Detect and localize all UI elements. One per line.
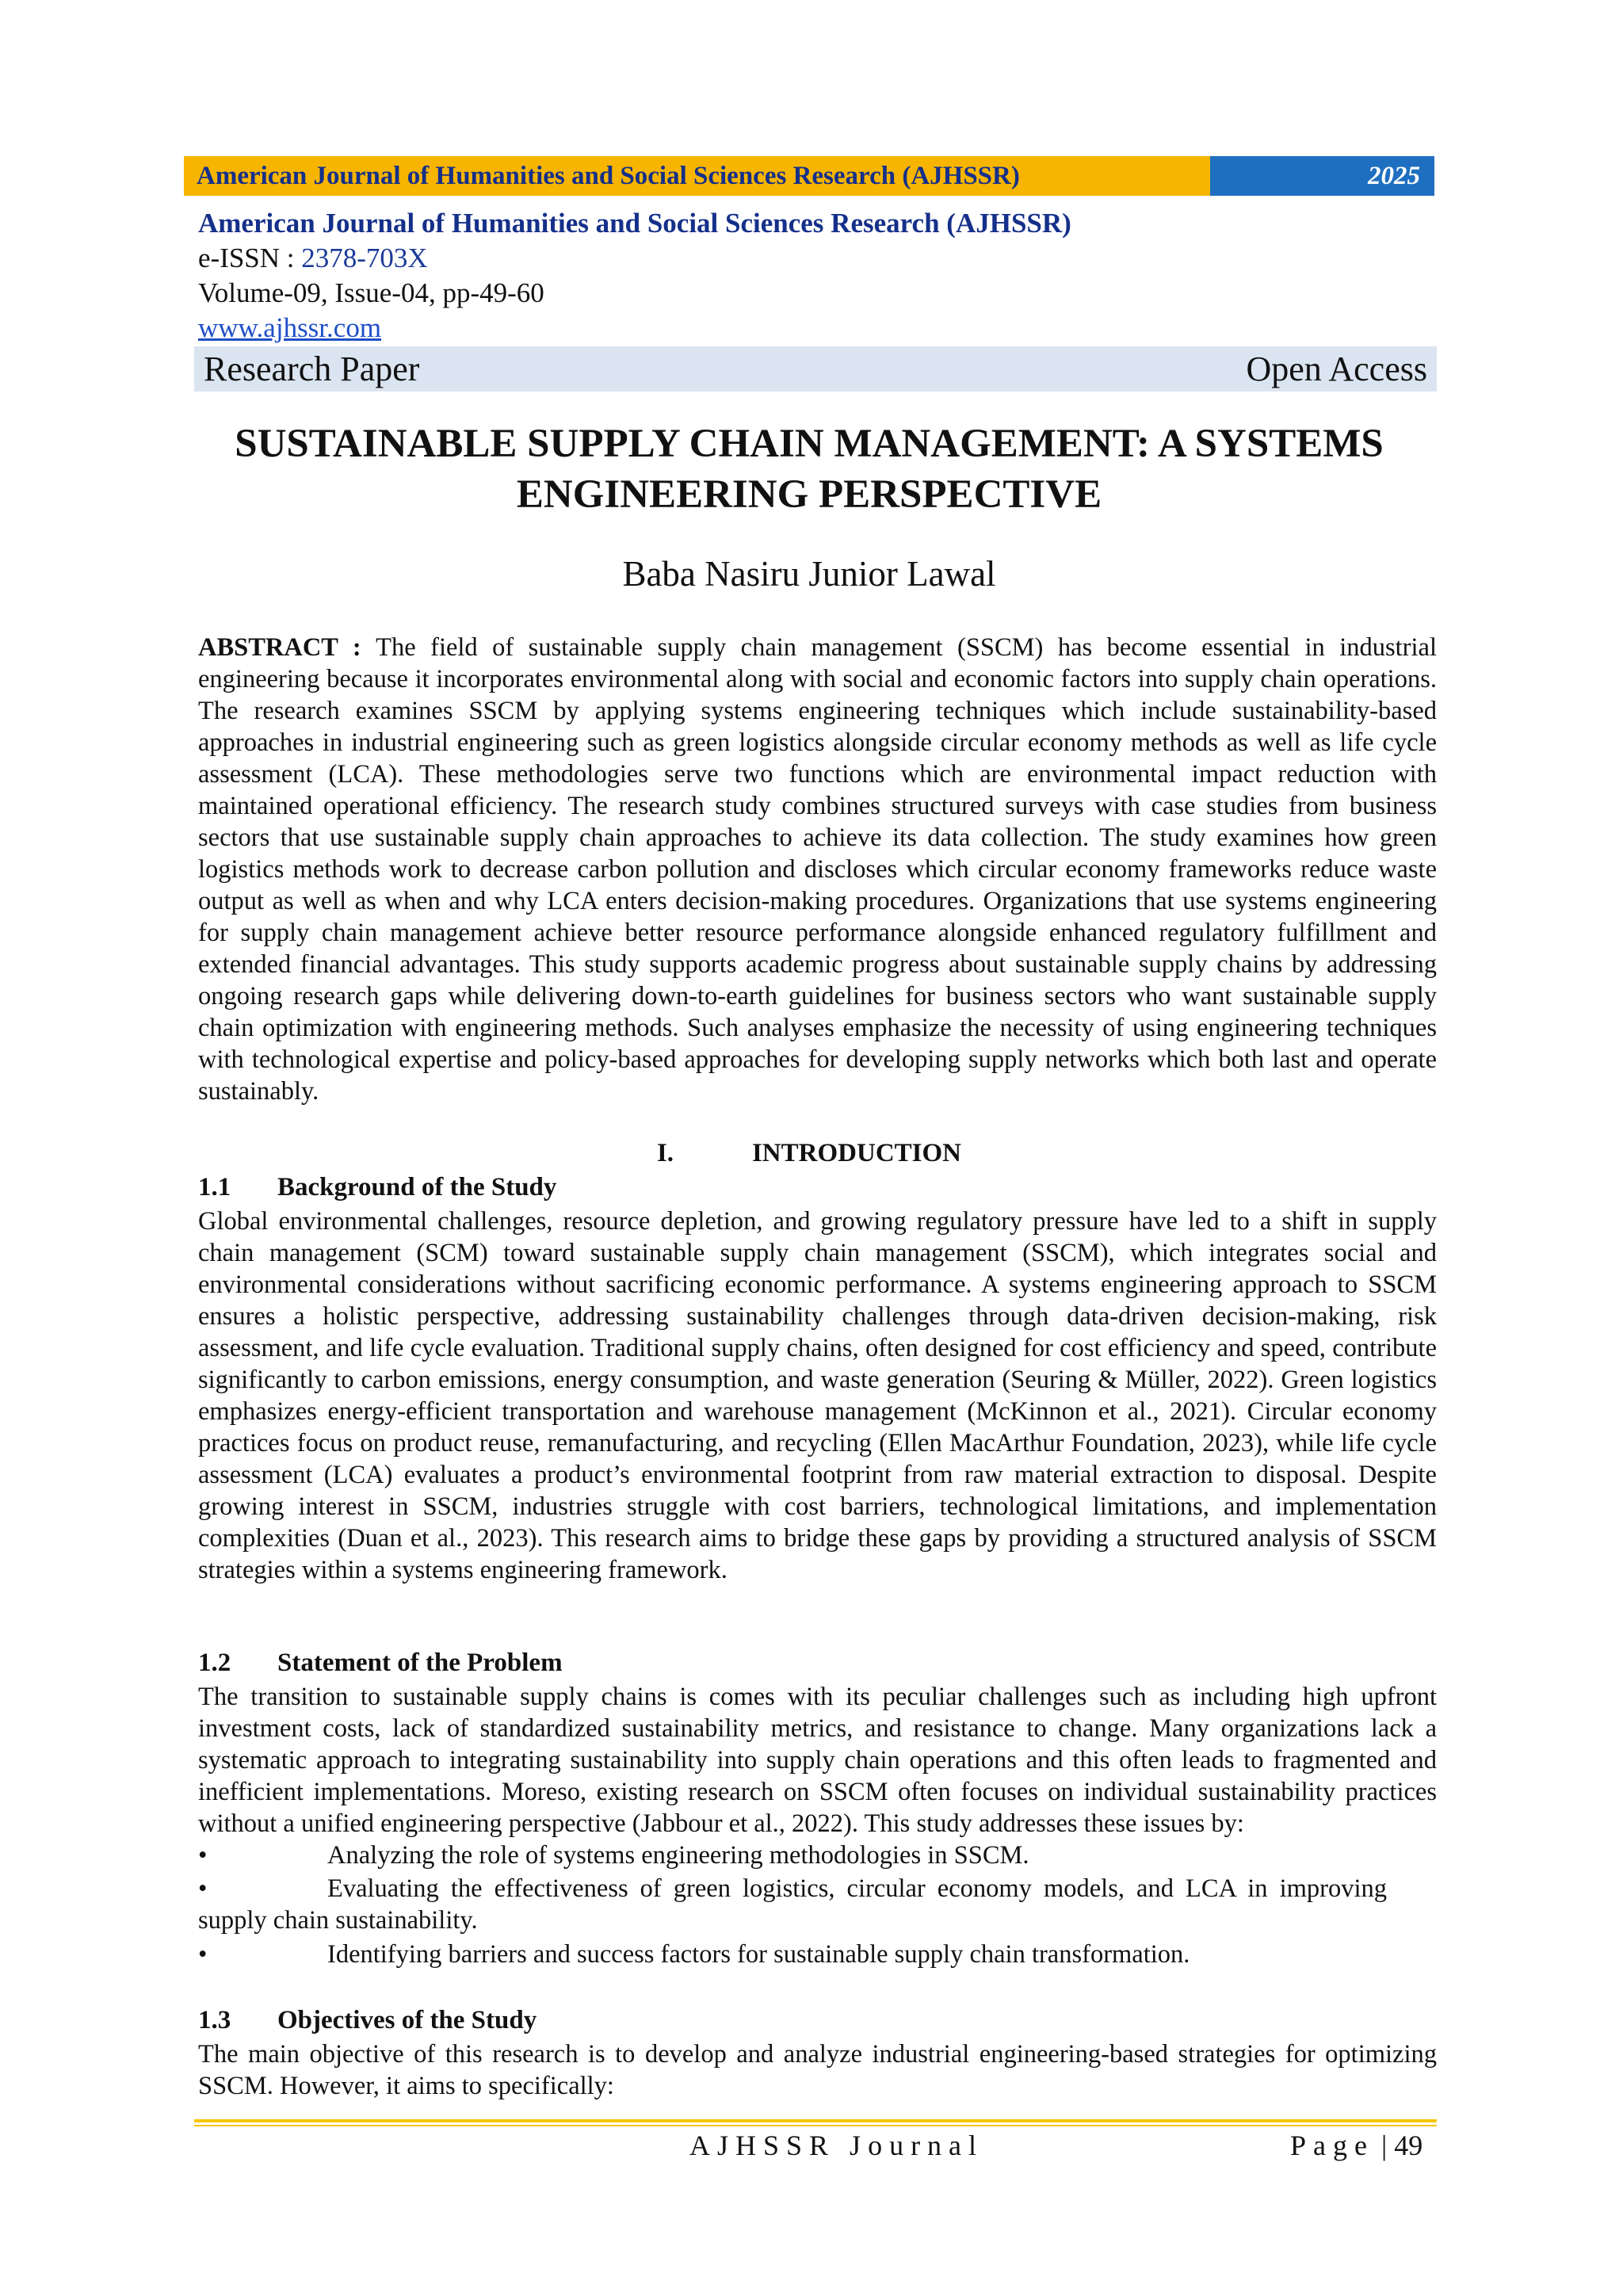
section-title: Statement of the Problem	[277, 1648, 563, 1677]
section-number: 1.3	[198, 2006, 231, 2034]
section-1-2-text: The transition to sustainable supply chains is comes with its peculiar challenges such as including high upfront investment costs, lack of standardized sustainability metrics, and resistance to change. Many organizations lack a systematic approach to integrating sustainability into supply chain operations and this often leads to fragmented and inefficient implementations. Moreso, existing research on SSCM often focuses on individual sustainability practices without a unified engineering perspective (Jabbour et al., 2022). This study addresses these issues by:	[198, 1683, 1437, 1838]
bullet-icon: •	[198, 1940, 208, 1969]
introduction-heading	[184, 1139, 1434, 1168]
author-name: Baba Nasiru Junior Lawal	[622, 554, 996, 594]
paper-title-line-2: ENGINEERING PERSPECTIVE	[516, 472, 1102, 517]
journal-header-band	[184, 156, 1434, 196]
paper-type-label: Research Paper	[204, 350, 420, 388]
paper-type-bar	[194, 346, 1437, 392]
page-number: 49	[1394, 2130, 1423, 2161]
section-number: 1.1	[198, 1173, 231, 1201]
footer-rule-thin	[194, 2125, 1437, 2126]
section-1-3-heading	[198, 2006, 537, 2035]
meta-volume: Volume-09, Issue-04, pp-49-60	[198, 277, 544, 308]
page-separator: |	[1373, 2130, 1395, 2161]
section-1-1-text: Global environmental challenges, resource depletion, and growing regulatory pressure have led to a shift in supply chain management (SCM) toward sustainable supply chain management (SSCM), which integrates social and environmental considerations without sacrificing economic performance. A systems engineering approach to SSCM ensures a holistic perspective, addressing sustainability challenges through data-driven decision-making, risk assessment, and life cycle evaluation. Traditional supply chains, often designed for cost efficiency and speed, contribute significantly to carbon emissions, energy consumption, and waste generation (Seuring & Müller, 2022). Green logistics emphasizes energy-efficient transportation and warehouse management (McKinnon et al., 2021). Circular economy practices focus on product reuse, remanufacturing, and recycling (Ellen MacArthur Foundation, 2023), while life cycle assessment (LCA) evaluates a product’s environmental footprint from raw material extraction to disposal. Despite growing interest in SSCM, industries struggle with cost barriers, technological limitations, and implementation complexities (Duan et al., 2023). This research aims to bridge these gaps by providing a structured analysis of SSCM strategies within a systems engineering framework.	[198, 1207, 1437, 1584]
section-1-3-text: The main objective of this research is to develop and analyze industrial engineering-based strategies for optimizing SSCM. However, it aims to specifically:	[198, 2040, 1437, 2100]
abstract-text: The field of sustainable supply chain management (SSCM) has become essential in industrial engineering because it incorporates environmental along with social and economic factors into supply chain operations. The research examines SSCM by applying systems engineering techniques which include sustainability-based approaches in industrial engineering such as green logistics alongside circular economy methods as well as life cycle assessment (LCA). These methodologies serve two functions which are environmental impact reduction with maintained operational efficiency. The research study combines structured surveys with case studies from business sectors that use sustainable supply chain approaches to achieve its data collection. The study examines how green logistics methods work to decrease carbon pollution and discloses which circular economy frameworks reduce waste output as well as when and why LCA enters decision-making procedures. Organizations that use systems engineering for supply chain management achieve better resource performance alongside enhanced regulatory fulfillment and extended financial advantages. This study supports academic progress about sustainable supply chains by addressing ongoing research gaps while delivering down-to-earth guidelines for business sectors who want sustainable supply chain optimization with engineering methods. Such analyses emphasize the necessity of using engineering techniques with technological expertise and policy-based approaches for developing supply networks which both last and operate sustainably.	[198, 633, 1437, 1106]
header-journal-title: American Journal of Humanities and Social Sciences Research (AJHSSR)	[197, 161, 1020, 190]
header-year: 2025	[1368, 161, 1420, 190]
abstract	[198, 632, 1437, 1107]
paper-title-line-1: SUSTAINABLE SUPPLY CHAIN MANAGEMENT: A SYSTEMS	[235, 422, 1384, 466]
header-band-left	[184, 156, 1210, 196]
page-label: Page	[1290, 2130, 1374, 2161]
bullet-icon: •	[198, 1841, 208, 1870]
issn-label: e-ISSN :	[198, 243, 302, 273]
section-title: Background of the Study	[277, 1173, 557, 1201]
list-item: • Evaluating the effectiveness of green logistics, circular economy models, and LCA in improving supply chain sustainability.	[198, 1874, 1387, 1935]
bullet-icon: •	[198, 1874, 208, 1903]
introduction-title: INTRODUCTION	[751, 1139, 962, 1167]
section-1-2-heading	[198, 1648, 563, 1678]
issn-value: 2378-703X	[301, 243, 428, 273]
introduction-number: I.	[656, 1139, 674, 1167]
list-item: • Analyzing the role of systems engineering methodologies in SSCM.	[198, 1841, 1029, 1870]
section-1-1-heading	[198, 1173, 556, 1202]
footer-rule	[194, 2119, 1437, 2122]
list-item: • Identifying barriers and success factors for sustainable supply chain transformation.	[198, 1940, 1190, 1969]
paper-title	[184, 418, 1434, 520]
footer-page-number	[1290, 2129, 1423, 2162]
meta-issn	[198, 241, 1434, 276]
website-link[interactable]: www.ajhssr.com	[198, 312, 382, 343]
access-type-label: Open Access	[1246, 350, 1427, 388]
abstract-label: ABSTRACT :	[198, 633, 376, 662]
section-number: 1.2	[198, 1648, 231, 1677]
meta-journal-title: American Journal of Humanities and Social Sciences Research (AJHSSR)	[198, 208, 1071, 239]
header-band-right	[1210, 156, 1434, 196]
journal-meta	[198, 206, 1434, 346]
footer-journal-name: AJHSSR Journal	[689, 2130, 984, 2161]
section-title: Objectives of the Study	[277, 2006, 537, 2034]
